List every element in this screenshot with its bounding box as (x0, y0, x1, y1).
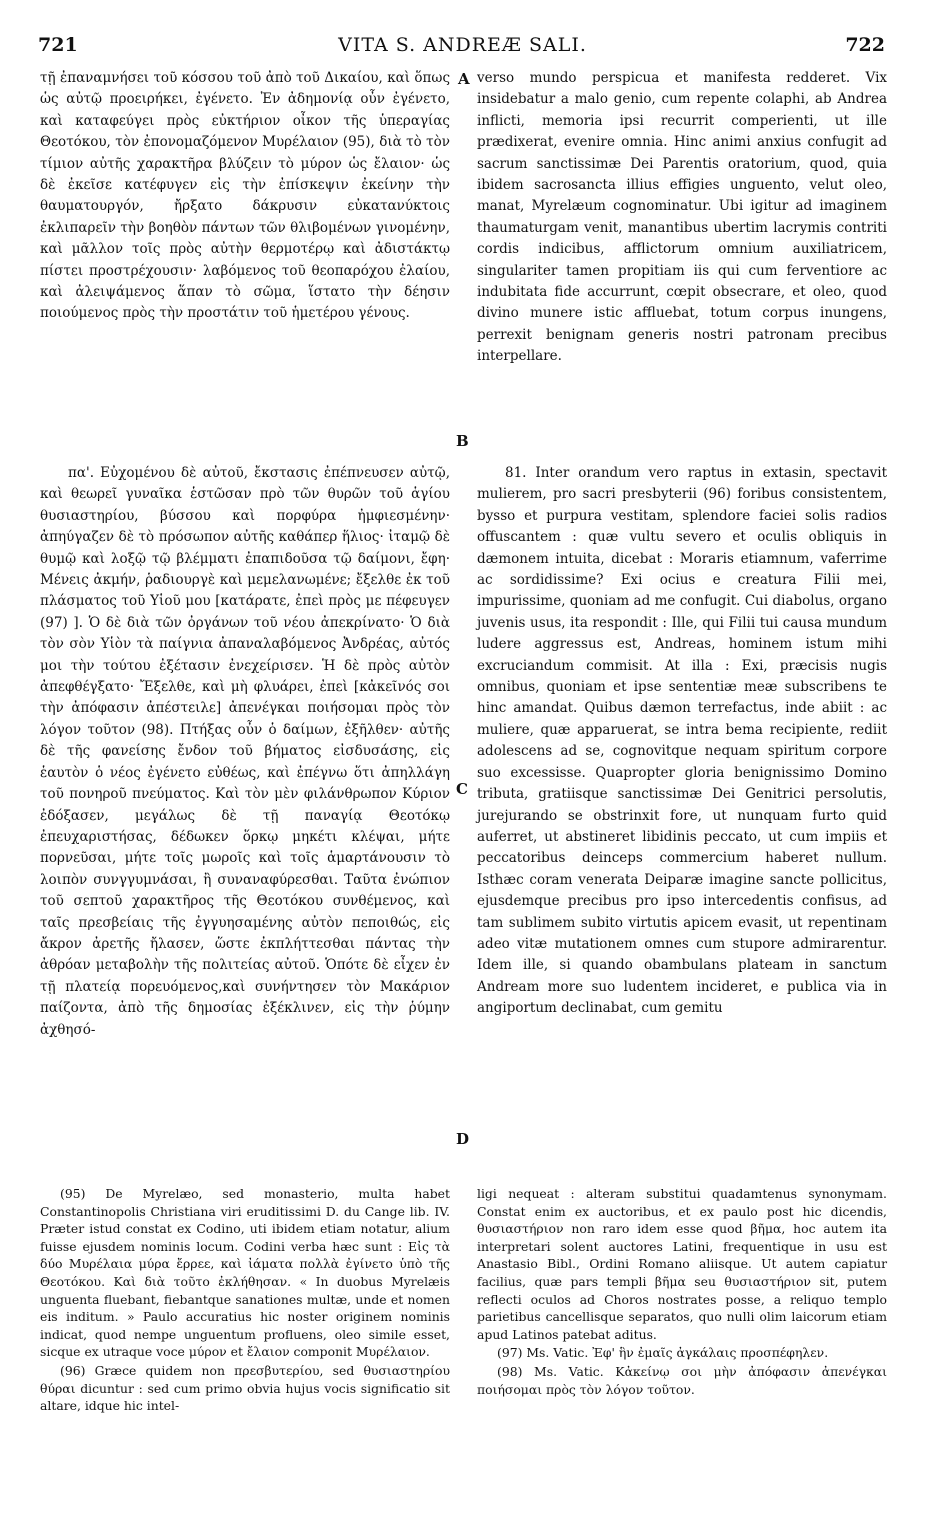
footnote-98: (98) Ms. Vatic. Κἀκείνῳ σοι μὴν ἀπόφασιν ἀπενέγκαι ποιήσομαι πρὸς τὸν λόγον τοῦτον. (477, 1363, 887, 1397)
greek-paragraph-1: τῇ ἐπαναμνήσει τοῦ κόσσου τοῦ ἀπὸ τοῦ Δικαίου, καὶ ὅπως ὡς αὐτῷ προειρήκει, ἐγένετο. Ἐν ἀδημονίᾳ οὖν ἐγένετο, καὶ καταφεύγει πρὸς εὐκτήριον οἶκον τῆς ὑπεραγίας Θεοτόκου, τὸν ἐπονομαζόμενον Μυρέλαιον (95), διὰ τὸ τὸν τίμιον αὐτῆς χαρακτῆρα βλύζειν τὸ μύρον ὡς ἔλαιον· ὡς δὲ ἐκεῖσε κατέφυγεν εἰς τὴν ἐπίσκεψιν ἐκείνην τὴν θαυματουργόν, ἤρξατο δάκρυσιν εὐκατανύκτοις ἐκλιπαρεῖν τὴν βοηθὸν πάντων τῶν θλιβομένων γινομένην, καὶ μᾶλλον τοῖς πρὸς αὐτὴν θερμοτέρῳ καὶ ἀδιστάκτῳ πίστει προστρέχουσιν· λαβόμενος τοῦ θεοπαρόχου ἐλαίου, καὶ ἀλειψάμενος ἅπαν τὸ σῶμα, ἵστατο τὴν δέησιν ποιούμενος πρὸς τὴν προστάτιν τοῦ ἡμετέρου γένους. (40, 70, 450, 322)
margin-letter-b: B (456, 432, 469, 450)
greek-column-bottom (40, 463, 450, 1041)
latin-column-bottom (477, 463, 887, 1020)
latin-column-top (477, 68, 887, 368)
footnote-95: (95) De Myrelæo, sed monasterio, multa habet Constantinopolis Christiana viri eruditissimi D. du Cange lib. IV. Præter istud constat ex Codino, uti ibidem etiam notatur, alium fuisse ejusdem nominis locum. Codini verba hæc sunt : Εἰς τὰ δύο Μυρέλαια μύρα ἔρρεε, καὶ ἰάματα πολλὰ ἐγίνετο ὑπὸ τῆς Θεοτόκου. Καὶ διὰ τοῦτο ἐκλήθησαν. « In duobus Myrelæis unguenta fluebant, fiebantque sanationes multæ, unde et nomen eis inditum. » Paulo accuratius hic noster originem nominis indicat, quod nempe unguentum profluens, oleo simile esset, sicque ex utraque voce μύρον et ἔλαιον componit Μυρέλαιον. (40, 1186, 450, 1360)
greek-column-top (40, 68, 450, 325)
greek-paragraph-2: πα'. Εὐχομένου δὲ αὐτοῦ, ἔκστασις ἐπέπνευσεν αὐτῷ, καὶ θεωρεῖ γυναῖκα ἑστῶσαν πρὸ τῶν θυρῶν τοῦ ἁγίου θυσιαστηρίου, βύσσου καὶ πορφύρα ἠμφιεσμένην· ἀπηύγαζεν δὲ τὸ πρόσωπον αὐτῆς καθάπερ ἥλιος· ἰταμῷ δὲ θυμῷ καὶ λοξῷ τῷ βλέμματι ἐπαπιδοῦσα τῷ δαίμονι, ἔφη· Μένεις ἀκμήν, ῥαδιουργὲ καὶ μεμελανωμένε; ἔξελθε ἐκ τοῦ πλάσματος τοῦ Υἱοῦ μου [κατάρατε, ἐπεὶ πρὸς με πέφευγεν (97) ]. Ὁ δὲ διὰ τῶν ὀργάνων τοῦ νέου ἀπεκρίνατο· Ὁ διὰ τὸν σὸν Υἱὸν τὰ παίγνια ἀπαναλαβόμενος Ἀνδρέας, αὐτός μοι τὴν τούτου ἐξέτασιν ἐνεχείρισεν. Ἡ δὲ πρὸς αὐτὸν ἀπεφθέγξατο· Ἔξελθε, καὶ μὴ φλυάρει, ἐπεὶ [κἀκεῖνός σοι τὴν ἀπόφασιν ἀπέστειλε] ἀπενέγκαι ποιήσομαι πρὸς τὸν λόγον τοῦτον (98). Πτήξας οὖν ὁ δαίμων, ἐξῆλθεν· αὐτῆς δὲ τῆς φανείσης ἔνδον τοῦ βήματος εἰσδυσάσης, εἰς ἑαυτὸν ὁ νέος ἐγένετο εὐθέως, καὶ ἐπέγνω ὅτι ἀπηλλάγη τοῦ πονηροῦ πνεύματος. Καὶ τὸν μὲν φιλάνθρωπον Κύριον ἐδόξασεν, μεγάλως δὲ τῇ παναγίᾳ Θεοτόκῳ ἐπευχαριστήσας, δέδωκεν ὅρκῳ μηκέτι κλέψαι, μήτε πορνεῦσαι, μήτε τοῖς μωροῖς καὶ τοῖς ἁμαρτάνουσιν τὸ λοιπὸν συνγγυμνάσαι, ἢ συναναφύρεσθαι. Ταῦτα ἐνώπιον τοῦ σεπτοῦ χαρακτῆρος τῆς Θεοτόκου συνθέμενος, καὶ ταῖς πρεσβείαις τῆς ἐγγυησαμένης αὐτὸν πεποιθώς, εἰς ἄκρον ἀρετῆς ἤλασεν, ὥστε ἐκπλήττεσθαι πάντας τὴν ἀθρόαν μεταβολὴν τῆς πολιτείας αὐτοῦ. Ὁπότε δὲ εἶχεν ἐν τῇ πλατείᾳ πορευόμενος,καὶ συνήντησεν τὸν Μακάριον παίζοντα, ἀπὸ τῆς δημοσίας ἐξέκλινεν, εἰς τὴν ῥύμην ἀχθησό- (40, 465, 450, 1038)
footnote-97: (97) Ms. Vatic. Ἐφ' ἣν ἐμαῖς ἀγκάλαις προσπέφηλεν. (497, 1345, 829, 1361)
page-number-right: 722 (845, 34, 885, 56)
footnotes-left (40, 1185, 450, 1416)
footnote-96: (96) Græce quidem non πρεσβυτερίου, sed θυσιαστηρίου θύραι dicuntur : sed cum primo obvia hujus vocis significatio sit altare, idque hic intel- (40, 1362, 450, 1414)
latin-paragraph-1: verso mundo perspicua et manifesta redderet. Vix insidebatur a malo genio, cum repente colaphi, ab Andrea inflicti, memoria ipsi recurrit comperienti, ut ille prædixerat, evenire omnia. Hinc animi anxius confugit ad sacrum sanctissimæ Dei Parentis oratorium, quod, quia ibidem sacrosancta illius effigies unguento, velut oleo, manat, Myrelæum cognominatur. Ubi igitur ad imaginem thaumaturgam venit, manantibus ubertim lacrymis contriti cordis indicibus, afflictorum omnium auxiliatricem, singulariter tamen propitiam iis qui cum ferventiore ac indubitata fide accurrunt, cœpit obsecrare, et oleo, quod divino munere istic affluebat, totum corpus inungens, perrexit benignam generis nostri patronam precibus interpellare. (477, 70, 887, 365)
margin-letter-d: D (456, 1130, 470, 1148)
latin-paragraph-2: 81. Inter orandum vero raptus in extasin, spectavit mulierem, pro sacri presbyterii (96) foribus consistentem, bysso et purpura vestitam, splendore faciei solis radios offuscantem : quæ vultu severo et oculis obliquis in dæmonem intuita, dicebat : Moraris etiamnum, vaferrime ac sordidissime? Exi ocius e creatura Filii mei, impurissime, quoniam ad me confugit. Cui diabolus, organo juvenis usus, ita respondit : Ille, qui Filii tui causa mundum ludere aggressus est, Andreas, hominem istum mihi excruciandum commisit. At illa : Exi, præcisis nugis omnibus, quoniam et ipse sententiæ meæ subscribens te hinc amandat. Quibus dæmon terrefactus, inde abiit : ac muliere, quæ apparuerat, se intra bema recipiente, rediit adolescens ad se, cognovitque nequam spiritum corpore suo excessisse. Quapropter gloria benignissimo Domino tributa, gratiisque sanctissimæ Dei Genitrici persolutis, jurejurando se obstrinxit fore, ut nunquam furto quid auferret, ut abstineret libidinis peccato, ut cum impiis et peccatoribus deinceps commercium haberet nullum. Isthæc coram venerata Deiparæ imagine sancte pollicitus, ejusdemque precibus pro ipso intercedentis confisus, ad tam sublimem subito virtutis apicem evasit, ut repentinam adeo vitæ mutationem omnes cum stupore admirarentur. Idem ille, si quando obambulans plateam in sanctum Andream more suo ludentem incideret, e publica via in angiportum declinabat, cum gemitu (477, 465, 887, 1017)
margin-letter-a: A (458, 70, 470, 88)
running-title: VITA S. ANDREÆ SALI. (338, 34, 587, 56)
page-number-left: 721 (38, 34, 78, 56)
footnote-96-continued: ligi nequeat : alteram substitui quadamtenus synonymam. Constat enim ex auctoribus, et ex paulo post hic dicendis, θυσιαστήριον non raro idem esse quod βῆμα, hoc autem ita interpretari solent auctores Latini, frequentique in usu est Anastasio Bibl., Ordini Romano aliisque. Ut autem capiatur facilius, quæ pars templi βῆμα seu θυσιαστήριον sit, putem reflecti oculos ad Choros nostrates posse, a reliquo templo parietibus cancellisque separatos, quo nulli olim laicorum etiam apud Latinos patebat aditus. (477, 1186, 887, 1342)
footnotes-right (477, 1185, 887, 1399)
margin-letter-c: C (456, 780, 468, 798)
page-header (0, 26, 925, 66)
